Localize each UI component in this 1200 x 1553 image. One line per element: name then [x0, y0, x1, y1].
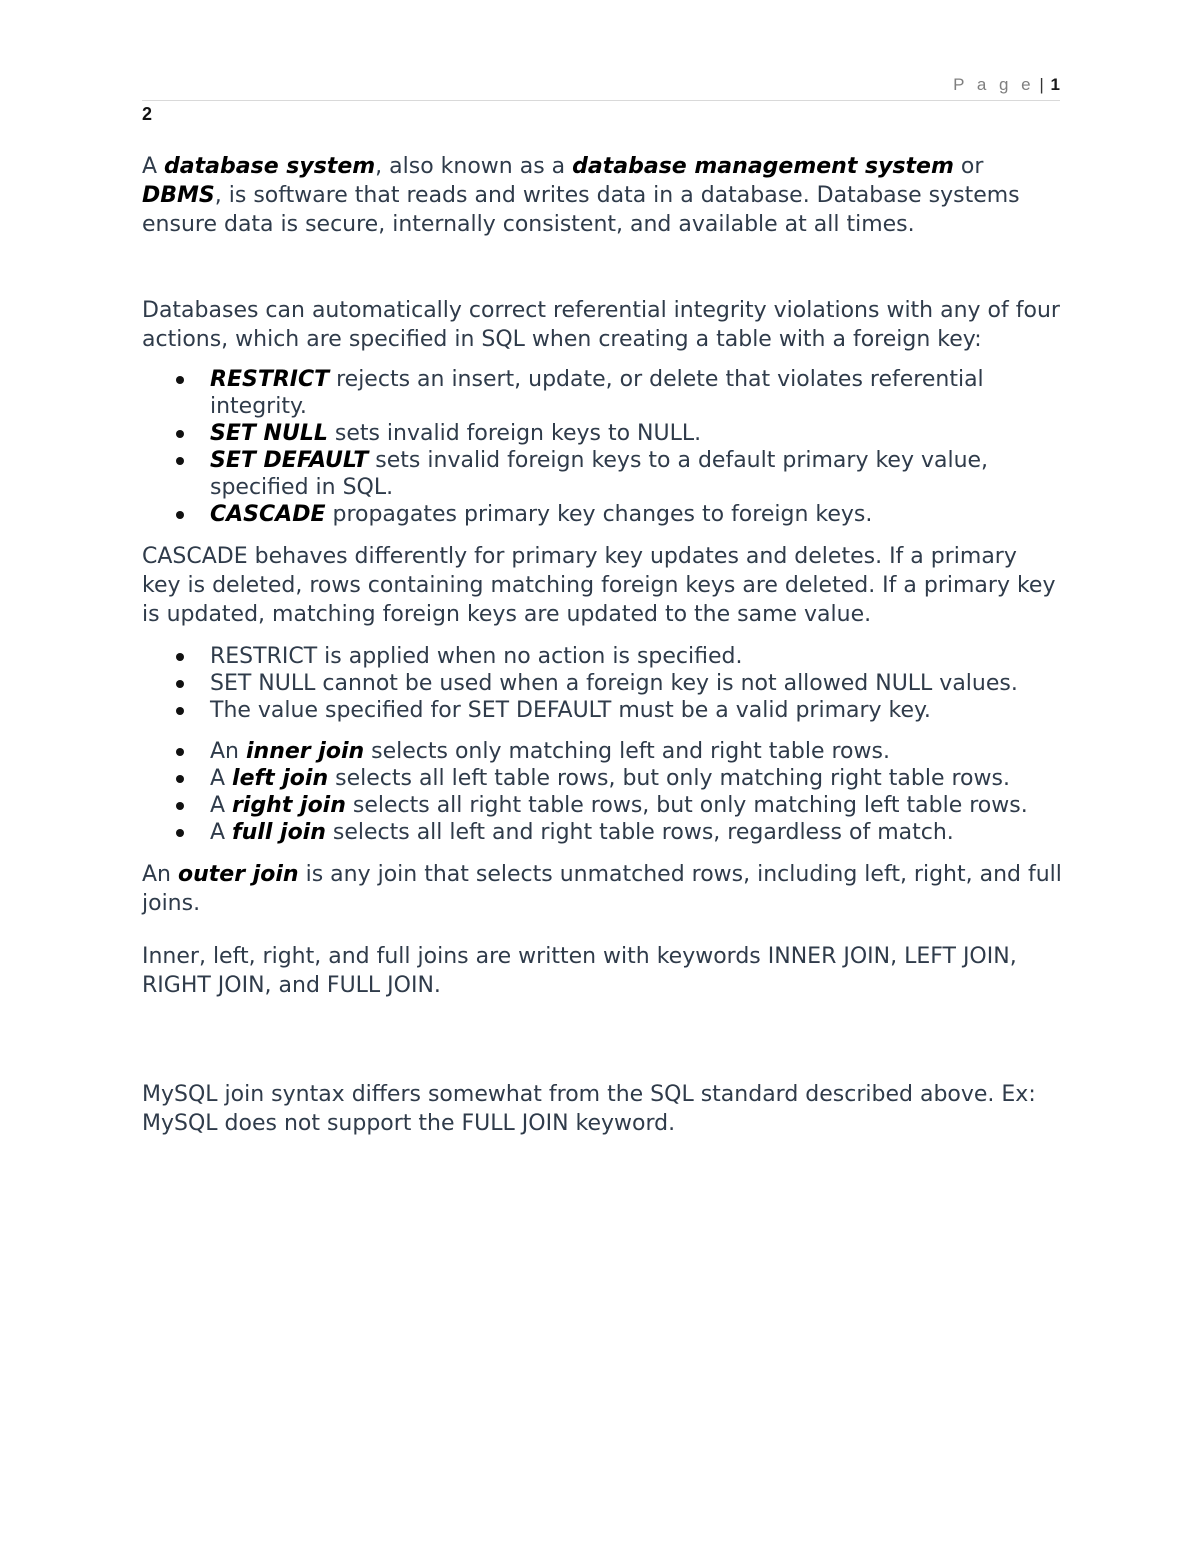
list-item-text: sets invalid foreign keys to NULL. [327, 421, 702, 446]
term-restrict: RESTRICT [210, 367, 330, 392]
term-set-null: SET NULL [210, 421, 328, 446]
keywords-paragraph: Inner, left, right, and full joins are written with keywords INNER JOIN, LEFT JOIN, RIGHT JOIN, and FULL JOIN. [142, 944, 1017, 998]
intro-paragraph [142, 152, 1062, 239]
intro-text: or [953, 154, 984, 179]
list-item-text: A [210, 793, 233, 818]
joins-list [142, 738, 1062, 846]
list-item [210, 447, 1062, 501]
list-item [210, 420, 1062, 447]
term-outer-join: outer join [178, 862, 299, 887]
list-item-text: An [210, 739, 246, 764]
actions-list [142, 366, 1062, 528]
list-item [210, 738, 1062, 765]
document-body [142, 152, 1062, 1138]
list-item-text: A [210, 820, 233, 845]
mysql-paragraph: MySQL join syntax differs somewhat from the SQL standard described above. Ex: MySQL does not support the FULL JOIN keyword. [142, 1082, 1036, 1136]
list-item: SET NULL cannot be used when a foreign key is not allowed NULL values. [210, 670, 1062, 697]
list-item [210, 819, 1062, 846]
intro-text: A [142, 154, 165, 179]
list-item-text: rejects an insert, update, or delete that violates referential integrity. [210, 367, 984, 419]
list-item [210, 765, 1062, 792]
intro-text: , also known as a [375, 154, 573, 179]
list-item: RESTRICT is applied when no action is specified. [210, 643, 1062, 670]
term-database-system: database system [164, 154, 376, 179]
term-right-join: right join [232, 793, 346, 818]
page-number-heading: 2 [142, 104, 153, 124]
paragraph-text: An [142, 862, 178, 887]
term-full-join: full join [232, 820, 326, 845]
list-item-text: selects only matching left and right table rows. [364, 739, 890, 764]
list-item [210, 792, 1062, 819]
term-left-join: left join [232, 766, 329, 791]
page-separator: | [1039, 75, 1044, 94]
list-item-text: propagates primary key changes to foreign keys. [325, 502, 873, 527]
list-item-text: selects all left and right table rows, regardless of match. [325, 820, 954, 845]
list-item-text: A [210, 766, 233, 791]
page-label: P a g e [953, 75, 1035, 94]
term-dbms-full: database management system [572, 154, 954, 179]
term-inner-join: inner join [246, 739, 365, 764]
term-set-default: SET DEFAULT [210, 448, 369, 473]
outer-join-paragraph [142, 860, 1062, 918]
list-item [210, 366, 1062, 420]
header-page-number: 1 [1050, 75, 1060, 94]
intro-text: , is software that reads and writes data in a database. Database systems ensure data is secure, internally consistent, and available at all times. [142, 183, 1020, 237]
cascade-paragraph: CASCADE behaves differently for primary key updates and deletes. If a primary key is deleted, rows containing matching foreign keys are deleted. If a primary key is updated, matching foreign keys are updated to the same value. [142, 544, 1056, 627]
list-item-text: sets invalid foreign keys to a default primary key value, specified in SQL. [210, 448, 989, 500]
list-item-text: selects all right table rows, but only matching left table rows. [345, 793, 1028, 818]
page-header [142, 72, 1060, 101]
term-dbms: DBMS [142, 183, 215, 208]
paragraph-text: is any join that selects unmatched rows, including left, right, and full joins. [142, 862, 1062, 916]
list-item: The value specified for SET DEFAULT must be a valid primary key. [210, 697, 1062, 724]
list-item-text: selects all left table rows, but only matching right table rows. [328, 766, 1010, 791]
term-cascade: CASCADE [210, 502, 326, 527]
page-indicator [953, 75, 1060, 95]
list-item [210, 501, 1062, 528]
actions-intro-paragraph: Databases can automatically correct referential integrity violations with any of four actions, which are specified in SQL when creating a table with a foreign key: [142, 298, 1060, 352]
notes-list [142, 643, 1062, 724]
